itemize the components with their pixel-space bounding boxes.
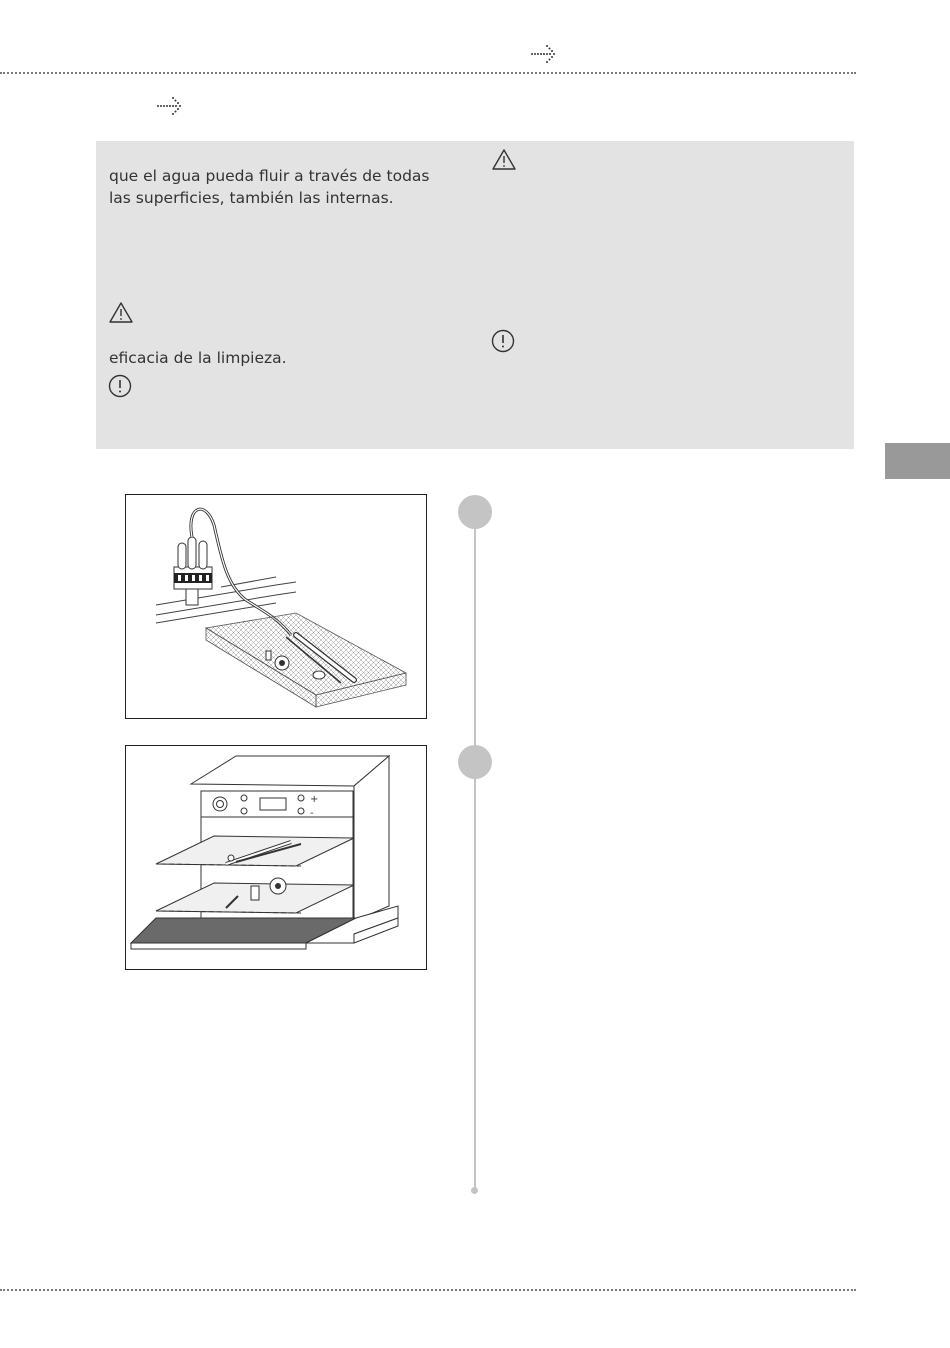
instrument-basket-illustration [126, 495, 426, 718]
figure-basket [125, 494, 427, 719]
step-circle-icon [458, 745, 492, 779]
svg-text:-: - [310, 808, 314, 819]
exclamation-circle-icon [108, 374, 132, 398]
washer-disinfector-illustration [126, 746, 426, 969]
footer-divider [0, 1289, 856, 1291]
step-circle-icon [458, 495, 492, 529]
dotted-arrow-icon [156, 96, 184, 116]
timeline-end-dot [471, 1187, 478, 1194]
svg-text:+: + [310, 794, 319, 805]
dotted-arrow-icon [530, 44, 558, 64]
warning-triangle-icon [491, 148, 517, 171]
header-divider [0, 72, 856, 74]
notice-text-middle: eficacia de la limpieza. [109, 349, 287, 367]
figure-washer [125, 745, 427, 970]
warning-triangle-icon [108, 301, 134, 324]
notice-text-top: que el agua pueda fluir a través de todas las superficies, también las internas. [109, 167, 430, 207]
steps-timeline [474, 512, 476, 1190]
chapter-tab [885, 443, 950, 479]
exclamation-circle-icon [491, 329, 515, 353]
